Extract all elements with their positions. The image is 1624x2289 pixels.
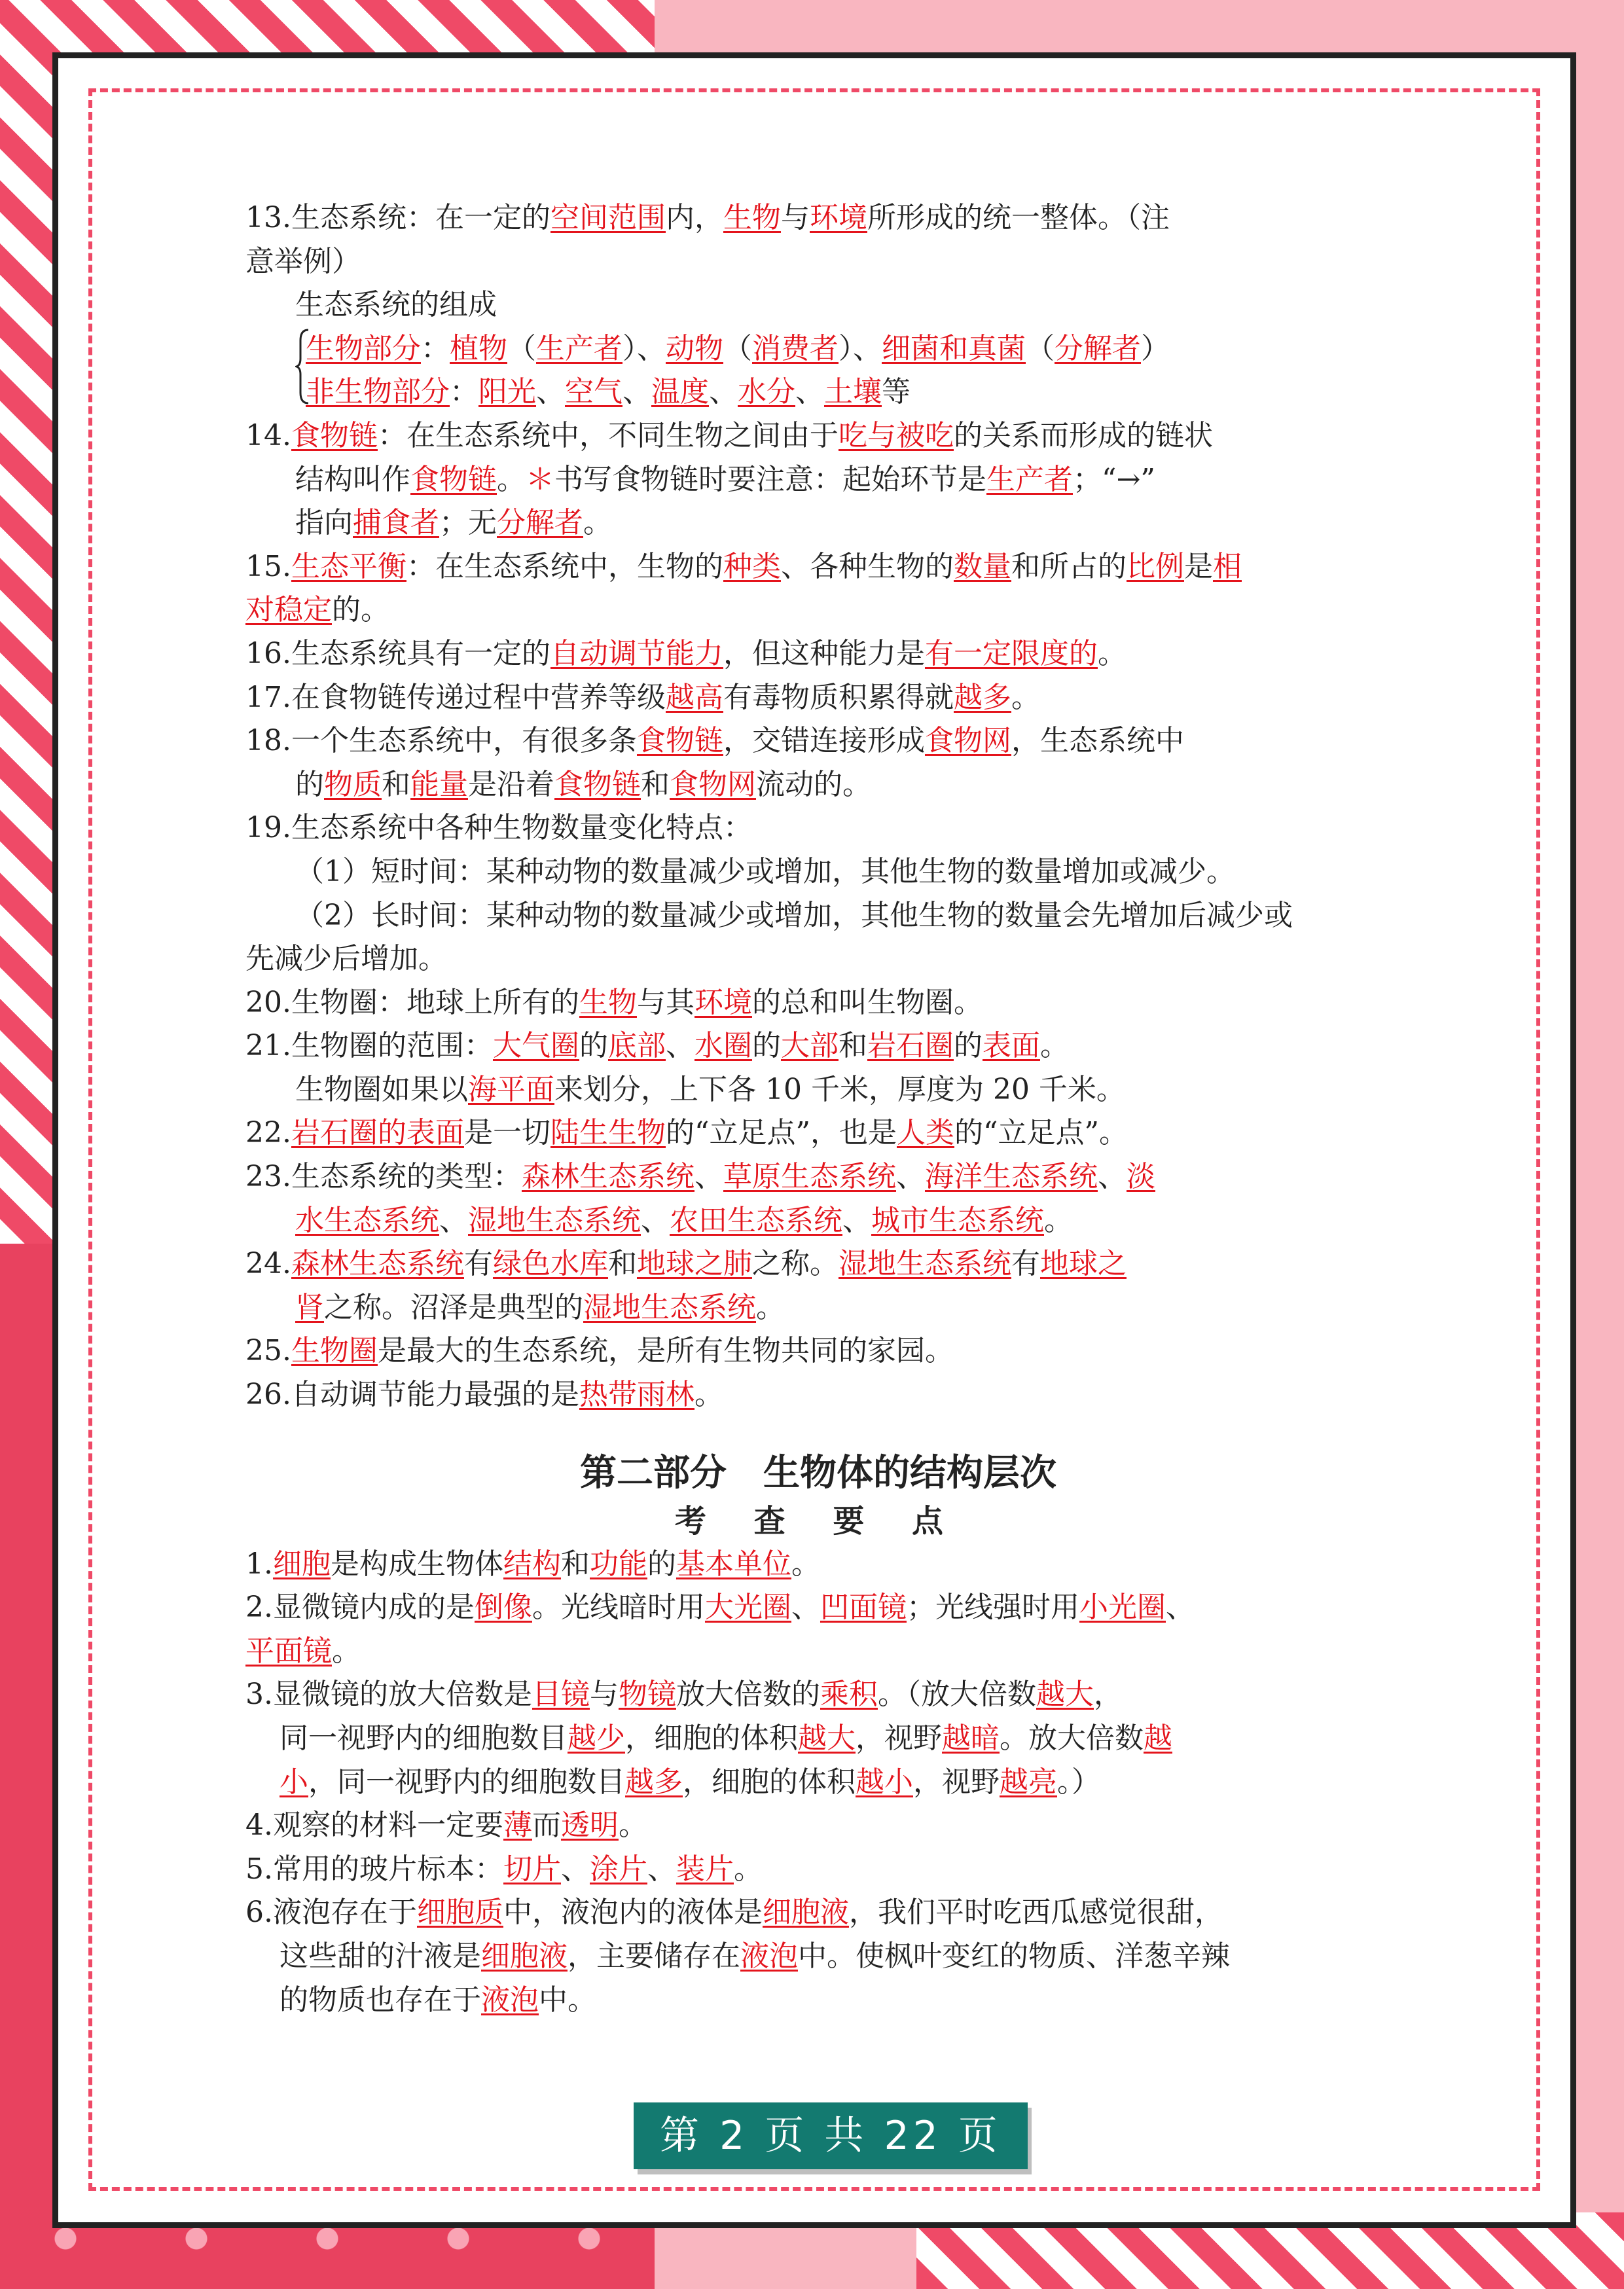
item-14-line-1: 14.食物链：在生态系统中，不同生物之间由于吃与被吃的关系而形成的链状: [245, 418, 1213, 452]
item-15-line-1: 15.生态平衡：在生态系统中，生物的种类、各种生物的数量和所占的比例是相: [245, 549, 1242, 583]
item-17: 17.在食物链传递过程中营养等级越高有毒物质积累得就越多。: [245, 680, 1040, 714]
item-23-line-2: 水生态系统、湿地生态系统、农田生态系统、城市生态系统。: [295, 1203, 1073, 1237]
item-20: 20.生物圈：地球上所有的生物与其环境的总和叫生物圈。: [245, 985, 983, 1019]
item-21-line-1: 21.生物圈的范围：大气圈的底部、水圈的大部和岩石圈的表面。: [245, 1029, 1069, 1063]
point-6-line-3: 的物质也存在于液泡中。: [280, 1983, 596, 2017]
point-3-line-3: 小，同一视野内的细胞数目越多，细胞的体积越小，视野越亮。）: [280, 1765, 1100, 1799]
item-24-line-1: 24.森林生态系统有绿色水库和地球之肺之称。湿地生态系统有地球之: [245, 1247, 1127, 1281]
item-14-line-3: 指向捕食者；无分解者。: [295, 506, 612, 540]
item-26: 26.自动调节能力最强的是热带雨林。: [245, 1378, 723, 1412]
item-13-biotic: 生物部分：植物（生产者）、动物（消费者）、细菌和真菌（分解者）: [306, 331, 1170, 365]
item-24-line-2: 肾之称。沼泽是典型的湿地生态系统。: [295, 1290, 785, 1324]
item-21-line-2: 生物圈如果以海平面来划分，上下各 10 千米，厚度为 20 千米。: [295, 1072, 1125, 1106]
point-3-line-1: 3.显微镜的放大倍数是目镜与物镜放大倍数的乘积。（放大倍数越大，: [245, 1678, 1123, 1712]
curly-brace-icon: [295, 327, 310, 406]
item-18-line-2: 的物质和能量是沿着食物链和食物网流动的。: [295, 767, 871, 801]
point-6-line-1: 6.液泡存在于细胞质中，液泡内的液体是细胞液，我们平时吃西瓜感觉很甜，: [245, 1896, 1223, 1930]
item-18-line-1: 18.一个生态系统中，有很多条食物链，交错连接形成食物网，生态系统中: [245, 724, 1184, 758]
item-22: 22.岩石圈的表面是一切陆生生物的“立足点”，也是人类的“立足点”。: [245, 1116, 1128, 1150]
point-6-line-2: 这些甜的汁液是细胞液，主要储存在液泡中。使枫叶变红的物质、洋葱辛辣: [280, 1939, 1230, 1973]
section-title: 第二部分 生物体的结构层次: [580, 1451, 1056, 1494]
section-subtitle: 考 查 要 点: [674, 1502, 962, 1540]
point-1: 1.细胞是构成生物体结构和功能的基本单位。: [245, 1547, 820, 1581]
page-number-badge: 第 2 页 共 22 页: [634, 2102, 1028, 2169]
item-19-line-3: （2）长时间：某种动物的数量减少或增加，其他生物的数量会先增加后减少或: [295, 898, 1293, 932]
point-3-line-2: 同一视野内的细胞数目越少，细胞的体积越大，视野越暗。放大倍数越: [280, 1721, 1172, 1755]
item-13-composition-heading: 生态系统的组成: [295, 288, 497, 322]
item-16: 16.生态系统具有一定的自动调节能力，但这种能力是有一定限度的。: [245, 636, 1127, 670]
point-4: 4.观察的材料一定要薄而透明。: [245, 1809, 647, 1843]
item-19-line-2: （1）短时间：某种动物的数量减少或增加，其他生物的数量增加或减少。: [295, 854, 1235, 888]
item-13-line-1: 13.生态系统：在一定的空间范围内，生物与环境所形成的统一整体。（注: [245, 201, 1170, 234]
item-19-line-4: 先减少后增加。: [245, 942, 447, 976]
item-25: 25.生物圈是最大的生态系统，是所有生物共同的家园。: [245, 1334, 954, 1368]
point-2-line-2: 平面镜。: [245, 1634, 361, 1668]
point-2-line-1: 2.显微镜内成的是倒像。光线暗时用大光圈、凹面镜；光线强时用小光圈、: [245, 1591, 1195, 1625]
item-23-line-1: 23.生态系统的类型：森林生态系统、草原生态系统、海洋生态系统、淡: [245, 1160, 1155, 1194]
item-13-abiotic: 非生物部分：阳光、空气、温度、水分、土壤等: [306, 375, 911, 409]
point-5: 5.常用的玻片标本：切片、涂片、装片。: [245, 1852, 763, 1886]
item-19-line-1: 19.生态系统中各种生物数量变化特点：: [245, 811, 752, 845]
item-14-line-2: 结构叫作食物链。＊书写食物链时要注意：起始环节是生产者；“→”: [295, 462, 1155, 496]
document-body: [245, 196, 1417, 2022]
item-15-line-2: 对稳定的。: [245, 593, 389, 627]
item-13-line-2: 意举例）: [245, 244, 361, 278]
